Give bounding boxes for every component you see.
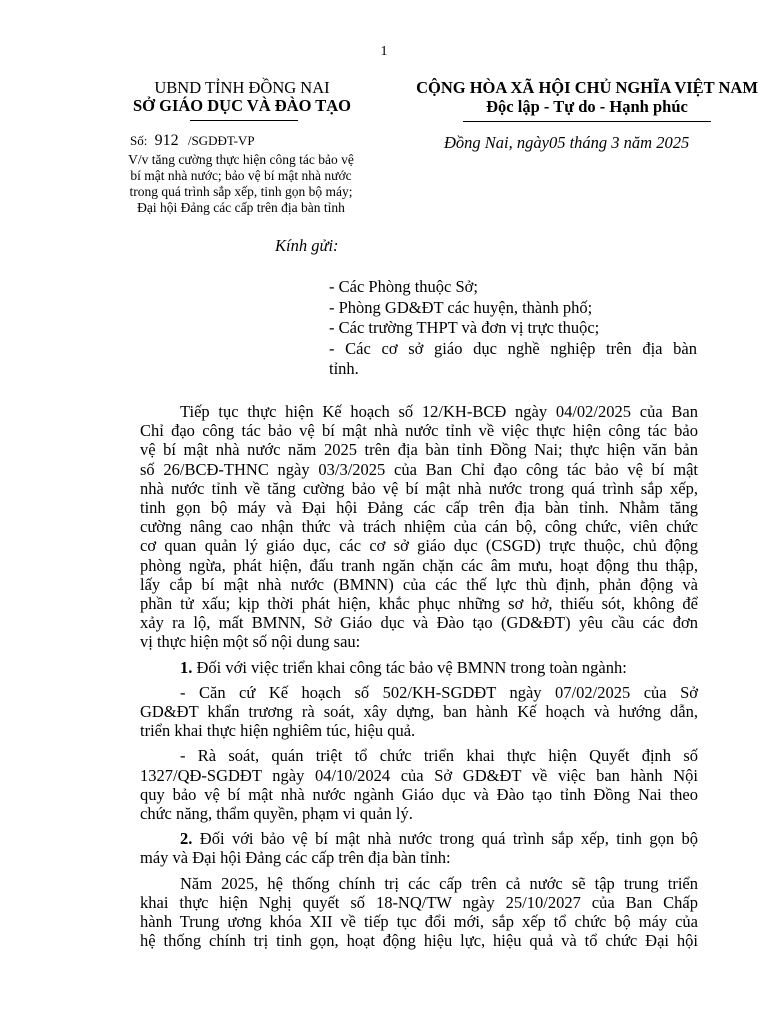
document-number-value: 912 [154, 132, 179, 149]
body-line: máy và Đại hội Đảng các cấp trên địa bàn tỉnh: [140, 848, 451, 868]
body-line: phần tử xấu; kịp thời phát hiện, khắc phục những sơ hở, thiếu sót, không để [140, 594, 698, 614]
body-line: vị thực hiện một số nội dung sau: [140, 632, 361, 652]
body-line: cường nâng cao nhận thức và trách nhiệm của cán bộ, công chức, viên chức [140, 517, 698, 537]
body-line: - Rà soát, quán triệt tổ chức triển khai thực hiện Quyết định số [180, 746, 698, 766]
section-2-paragraph [140, 874, 698, 951]
section-1-paragraph [140, 683, 698, 741]
section-1-paragraph [140, 746, 698, 823]
body-line: cơ quan quản lý giáo dục, các cơ sở giáo dục (CSGD) trực thuộc, chủ động [140, 536, 698, 556]
section-2-number: 2. [180, 829, 193, 849]
body-line: - Căn cứ Kế hoạch số 502/KH-SGDĐT ngày 07/02/2025 của Sở [180, 682, 698, 702]
intro-paragraph [140, 402, 698, 652]
body-line: khai thực hiện Nghị quyết số 18-NQ/TW ngày 25/10/2027 của Ban Chấp [140, 892, 698, 912]
body-line [140, 829, 698, 848]
body-line: tinh gọn bộ máy và Đại hội Đảng các cấp trên địa bàn tỉnh. Nhằm tăng [140, 498, 698, 518]
body-line: chức năng, thẩm quyền, phạm vi quản lý. [140, 804, 413, 824]
document-number [130, 132, 255, 150]
body-line: GD&ĐT khẩn trương rà soát, xây dựng, ban hành Kế hoạch và hướng dẫn, [140, 702, 698, 722]
header-right-underline [463, 121, 711, 122]
document-number-label: Số: [130, 133, 148, 148]
section-1-heading [140, 658, 698, 677]
subject-line: V/v tăng cường thực hiện công tác bảo vệ [128, 152, 354, 167]
subject-line: bí mật nhà nước; bảo vệ bí mật nhà nước [130, 168, 352, 183]
recipient-item: - Các Phòng thuộc Sở; [329, 277, 478, 296]
body-line: Tiếp tục thực hiện Kế hoạch số 12/KH-BCĐ ngày 04/02/2025 của Ban [180, 402, 698, 421]
recipient-item: tỉnh. [329, 359, 359, 378]
body-line: hệ thống chính trị tinh gọn, hoạt động hiệu lực, hiệu quả và tổ chức Đại hội [140, 931, 698, 951]
body-line: phòng ngừa, phát hiện, đấu tranh ngăn chặn các âm mưu, hoạt động thu thập, [140, 555, 698, 575]
body-line: nhà nước tỉnh về tăng cường bảo vệ bí mật nhà nước trong quá trình sắp xếp, [140, 478, 698, 498]
section-2-heading [140, 829, 698, 867]
issuing-authority: UBND TỈNH ĐỒNG NAI [154, 78, 330, 97]
body-line: xảy ra lộ, mất BMNN, Sở Giáo dục và Đào tạo (GD&ĐT) yêu cầu các đơn [140, 613, 698, 633]
place-and-date: Đồng Nai, ngày05 tháng 3 năm 2025 [444, 133, 690, 152]
recipient-list [329, 277, 697, 380]
body-line: lấy cắp bí mật nhà nước (BMNN) của các thế lực thù định, phản động và [140, 574, 698, 594]
page-number: 1 [380, 44, 388, 59]
body-line: hành Trung ương khóa XII về tiếp tục đổi mới, sắp xếp tổ chức bộ máy của [140, 912, 698, 932]
body-line: Năm 2025, hệ thống chính trị các cấp trên cả nước sẽ tập trung triển [180, 873, 698, 893]
body-line: triển khai thực hiện nghiêm túc, hiệu quả. [140, 721, 416, 741]
body-line: quy bảo vệ bí mật nhà nước ngành Giáo dục và Đào tạo tỉnh Đồng Nai theo [140, 784, 698, 804]
subject-line: trong quá trình sắp xếp, tinh gọn bộ máy; [129, 184, 353, 199]
section-2-title: Đối với bảo vệ bí mật nhà nước trong quá trình sắp xếp, tinh gọn bộ [199, 829, 699, 849]
greeting: Kính gửi: [275, 236, 339, 255]
body-line: 1327/QĐ-SGDĐT ngày 04/10/2024 của Sở GD&ĐT về việc ban hành Nội [140, 765, 698, 785]
recipient-item: - Các trường THPT và đơn vị trực thuộc; [329, 318, 600, 337]
document-subject [96, 152, 386, 216]
issuing-department: SỞ GIÁO DỤC VÀ ĐÀO TẠO [132, 96, 352, 115]
document-code: /SGDĐT-VP [187, 133, 255, 148]
body-line: số 26/BCĐ-THNC ngày 03/3/2025 của Ban Chỉ đạo công tác bảo vệ bí mật [140, 459, 698, 479]
header-left-underline [190, 120, 298, 121]
national-title: CỘNG HÒA XÃ HỘI CHỦ NGHĨA VIỆT NAM [416, 78, 758, 97]
recipient-item: - Phòng GD&ĐT các huyện, thành phố; [329, 297, 593, 317]
section-1-number: 1. [180, 657, 193, 677]
national-motto: Độc lập - Tự do - Hạnh phúc [486, 97, 688, 116]
recipient-item: - Các cơ sở giáo dục nghề nghiệp trên địa bàn [329, 338, 697, 358]
body-line: vệ bí mật nhà nước năm 2025 trên địa bàn tỉnh Đồng Nai; thực hiện văn bản [140, 440, 698, 460]
section-1-title: Đối với việc triển khai công tác bảo vệ BMNN trong toàn ngành: [196, 657, 627, 677]
document-body [140, 402, 698, 950]
subject-line: Đại hội Đảng các cấp trên địa bàn tỉnh [137, 200, 345, 215]
body-line: Chỉ đạo công tác bảo vệ bí mật nhà nước tỉnh về việc thực hiện công tác bảo [140, 421, 698, 441]
